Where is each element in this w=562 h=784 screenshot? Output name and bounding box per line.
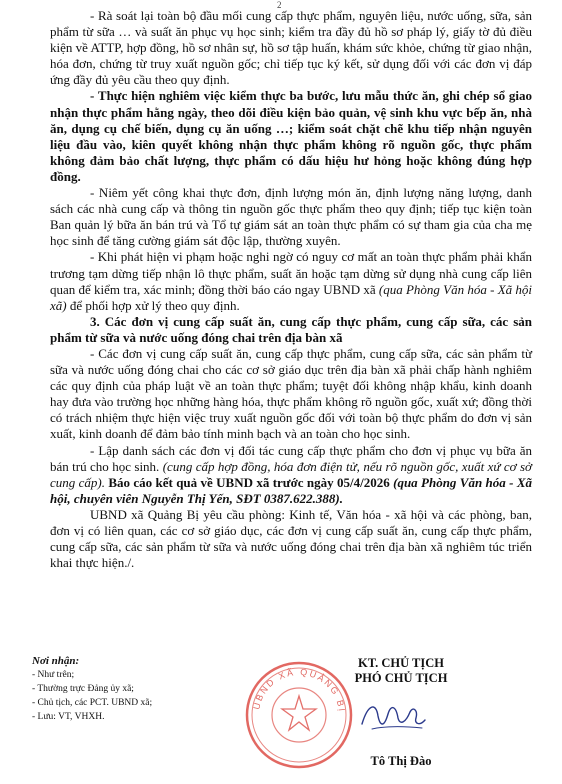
recipient-item: - Lưu: VT, VHXH. — [32, 712, 105, 722]
signer-name: Tô Thị Đào — [370, 754, 432, 768]
paragraph-food-inspection: - Thực hiện nghiêm việc kiểm thực ba bước, lưu mẫu thức ăn, ghi chép sổ giao nhận thực phẩm hằng ngày, theo dõi điều kiện bảo quản, vệ sinh khu vực bếp ăn, nhà ăn, dụng cụ chế biến, dụng cụ ăn uống …; kiểm soát chặt chẽ khu tiếp nhận nguyên liệu đầu vào, kiên quyết không nhận thực phẩm không rõ nguồn gốc, thực phẩm không đảm bảo chất lượng, thực phẩm có dấu hiệu hư hỏng hoặc không đúng hợp đồng. — [50, 88, 532, 184]
recipients-title: Nơi nhận: — [32, 655, 80, 667]
recipient-item: - Chủ tịch, các PCT. UBND xã; — [32, 698, 153, 708]
document-body — [50, 8, 532, 571]
violation-note: (qua Phòng Văn hóa - Xã hội xã) — [50, 281, 532, 313]
signer-title-2: PHÓ CHỦ TỊCH — [354, 671, 448, 685]
document-footer — [0, 652, 562, 784]
report-deadline: Báo cáo kết quả về UBND xã trước ngày 05/4/2026 — [104, 474, 394, 490]
paragraph-closing-request: UBND xã Quảng Bị yêu cầu phòng: Kinh tế, Văn hóa - xã hội và các phòng, ban, đơn vị có liên quan, các cơ sở giáo dục, các đơn vị cung cấp suất ăn, cung cấp thực phẩm, cung cấp sữa, các sản phẩm từ sữa và nước uống đóng chai trên địa bàn xã nghiêm túc triển khai thực hiện./. — [50, 506, 532, 571]
violation-text: - Khi phát hiện vi phạm hoặc nghi ngờ có nguy cơ mất an toàn thực phẩm phải khẩn trương tạm dừng tiếp nhận lô thực phẩm, suất ăn hoặc tạm dừng sử dụng nhà cung cấp liên quan để kiểm tra, xác minh; đồng thời báo cáo ngay UBND xã — [50, 249, 532, 297]
recipient-item: - Thường trực Đảng ủy xã; — [32, 684, 134, 694]
signer-block — [336, 656, 466, 768]
page-number: 2 — [277, 0, 282, 10]
paragraph-partner-list — [50, 443, 532, 507]
seal-text: UBND XÃ QUẢNG BỊ — [251, 666, 347, 714]
paragraph-supplier-obligations: - Các đơn vị cung cấp suất ăn, cung cấp thực phẩm, cung cấp sữa, các sản phẩm từ sữa và nước uống đóng chai cho các cơ sở giáo dục trên địa bàn xã phải chấp hành nghiêm các quy định của pháp luật về an toàn thực phẩm; tuyệt đối không nhập khẩu, kinh doanh hay đưa vào trường học những hàng hóa, thực phẩm không rõ nguồn gốc, xuất xứ; đồng thời có trách nhiệm thực hiện việc truy xuất nguồn gốc đối với toàn bộ thực phẩm do đơn vị sản xuất, kinh doanh để đảm bảo tính minh bạch và an toàn cho học sinh. — [50, 345, 532, 442]
partner-list-text: - Lập danh sách các đơn vị đối tác cung cấp thực phẩm cho đơn vị phục vụ bữa ăn bán trú cho học sinh. — [50, 442, 532, 474]
recipients-block — [32, 654, 152, 724]
signer-title-1: KT. CHỦ TỊCH — [357, 656, 444, 670]
paragraph-review-suppliers: - Rà soát lại toàn bộ đầu mối cung cấp thực phẩm, nguyên liệu, nước uống, sữa, sản phẩm từ sữa … và suất ăn phục vụ học sinh; kiểm tra đầy đủ hồ sơ pháp lý, giấy tờ đủ điều kiện về ATTP, hợp đồng, hồ sơ nhân sự, hồ sơ tập huấn, khám sức khỏe, chứng từ giao nhận, hóa đơn, chứng từ truy xuất nguồn gốc; chỉ tiếp tục ký kết, sử dụng đối với các đơn vị đáp ứng đầy đủ yêu cầu theo quy định. — [50, 8, 532, 88]
paragraph-public-menu: - Niêm yết công khai thực đơn, định lượng món ăn, định lượng năng lượng, danh sách các nhà cung cấp và thông tin nguồn gốc thực phẩm theo quy định; tiếp tục kiện toàn Ban quản lý bữa ăn bán trú và Tổ tự giám sát an toàn thực phẩm có sự tham gia của cha mẹ học sinh để tăng cường giám sát độc lập, thường xuyên. — [50, 185, 532, 249]
handwritten-signature-icon — [358, 696, 428, 736]
recipient-item: - Như trên; — [32, 670, 75, 680]
section-3-heading: 3. Các đơn vị cung cấp suất ăn, cung cấp thực phẩm, cung cấp sữa, các sản phẩm từ sữa và nước uống đóng chai trên địa bàn xã — [50, 313, 532, 345]
paragraph-violation-handling — [50, 249, 532, 313]
report-contact: (qua Phòng Văn hóa - Xã hội, chuyên viên Nguyễn Thị Yến, SĐT 0387.622.388). — [50, 474, 532, 506]
violation-tail: để phối hợp xử lý theo quy định. — [66, 297, 240, 313]
partner-list-note: (cung cấp hợp đồng, hóa đơn điện tử, nếu rõ nguồn gốc, xuất xứ cơ sở cung cấp). — [50, 458, 532, 490]
